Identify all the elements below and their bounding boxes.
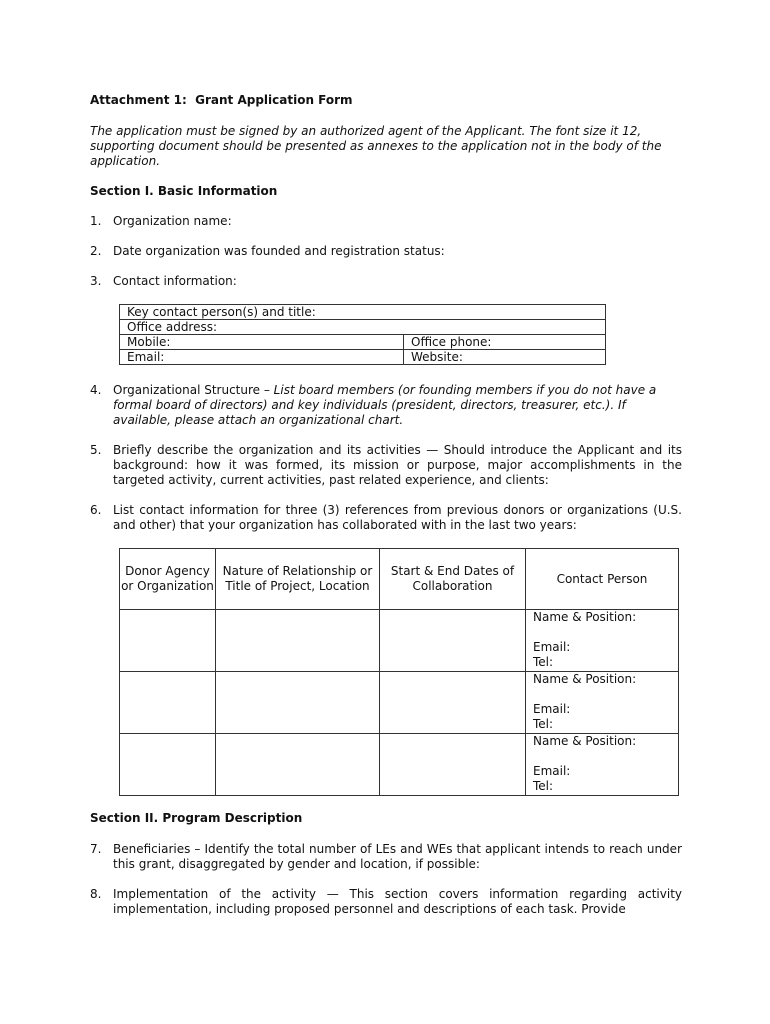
header-contact: Contact Person — [526, 549, 679, 610]
contact-cell[interactable] — [526, 734, 679, 796]
item-text: Implementation of the activity — This section covers information regarding activity implementation, including proposed personnel and descriptions of each task. Provide — [113, 887, 682, 917]
tel-label: Tel: — [533, 655, 554, 669]
item-number: 8. — [90, 887, 102, 901]
key-contact-cell[interactable]: Key contact person(s) and title: — [120, 305, 606, 320]
item-number: 4. — [90, 383, 102, 397]
item-organization-name — [90, 214, 682, 229]
table-row — [120, 672, 679, 734]
header-donor: Donor Agency or Organization — [120, 549, 216, 610]
table-row — [120, 610, 679, 672]
item-implementation — [90, 887, 682, 917]
contact-cell[interactable] — [526, 672, 679, 734]
item-text: Organization name: — [113, 214, 232, 228]
references-table — [119, 548, 679, 796]
mobile-cell[interactable]: Mobile: — [120, 335, 404, 350]
donor-cell[interactable] — [120, 672, 216, 734]
item-text: Contact information: — [113, 274, 237, 288]
references-header-row — [120, 549, 679, 610]
section-2-heading: Section II. Program Description — [90, 811, 303, 825]
tel-label: Tel: — [533, 779, 554, 793]
name-position-label: Name & Position: — [533, 610, 637, 624]
nature-cell[interactable] — [216, 672, 380, 734]
dates-cell[interactable] — [380, 734, 526, 796]
item-number: 6. — [90, 503, 102, 517]
website-cell[interactable]: Website: — [404, 350, 606, 365]
item-date-founded — [90, 244, 682, 259]
item-italic-text: List board members (or founding members if you do not have a formal board of directors) and key individuals (president, directors, treasurer, etc.). If available, please attach an organizational chart. — [113, 383, 657, 428]
donor-cell[interactable] — [120, 734, 216, 796]
item-text: List contact information for three (3) references from previous donors or organizations (U.S. and other) that your organization has collaborated with in the last two years: — [113, 503, 682, 533]
tel-label: Tel: — [533, 717, 554, 731]
office-address-cell[interactable]: Office address: — [120, 320, 606, 335]
item-number: 1. — [90, 214, 102, 228]
item-beneficiaries — [90, 842, 682, 872]
intro-paragraph: The application must be signed by an authorized agent of the Applicant. The font size it 12, supporting document should be presented as annexes to the application not in the body of the application. — [90, 124, 662, 169]
item-contact-information — [90, 274, 682, 289]
email-label: Email: — [533, 764, 571, 778]
item-text: Date organization was founded and registration status: — [113, 244, 445, 258]
item-describe-organization — [90, 443, 682, 489]
item-references — [90, 503, 682, 533]
item-number: 7. — [90, 842, 102, 856]
email-label: Email: — [533, 702, 571, 716]
office-phone-cell[interactable]: Office phone: — [404, 335, 606, 350]
donor-cell[interactable] — [120, 610, 216, 672]
email-cell[interactable]: Email: — [120, 350, 404, 365]
item-lead-text: Organizational Structure – — [113, 383, 274, 397]
table-row — [120, 734, 679, 796]
item-number: 2. — [90, 244, 102, 258]
item-text: Briefly describe the organization and its activities — Should introduce the Applicant and its background: how it was formed, its mission or purpose, major accomplishments in the targeted activity, current activities, past related experience, and clients: — [113, 443, 682, 488]
nature-cell[interactable] — [216, 610, 380, 672]
item-text: Beneficiaries – Identify the total number of LEs and WEs that applicant intends to reach under this grant, disaggregated by gender and location, if possible: — [113, 842, 682, 872]
header-dates: Start & End Dates of Collaboration — [380, 549, 526, 610]
nature-cell[interactable] — [216, 734, 380, 796]
name-position-label: Name & Position: — [533, 734, 637, 748]
item-number: 3. — [90, 274, 102, 288]
header-nature: Nature of Relationship or Title of Project, Location — [216, 549, 380, 610]
document-title: Attachment 1: Grant Application Form — [90, 93, 353, 107]
name-position-label: Name & Position: — [533, 672, 637, 686]
dates-cell[interactable] — [380, 610, 526, 672]
section-1-heading: Section I. Basic Information — [90, 184, 278, 198]
contact-info-table — [119, 304, 606, 365]
item-number: 5. — [90, 443, 102, 457]
contact-cell[interactable] — [526, 610, 679, 672]
item-organizational-structure — [90, 383, 682, 429]
email-label: Email: — [533, 640, 571, 654]
dates-cell[interactable] — [380, 672, 526, 734]
